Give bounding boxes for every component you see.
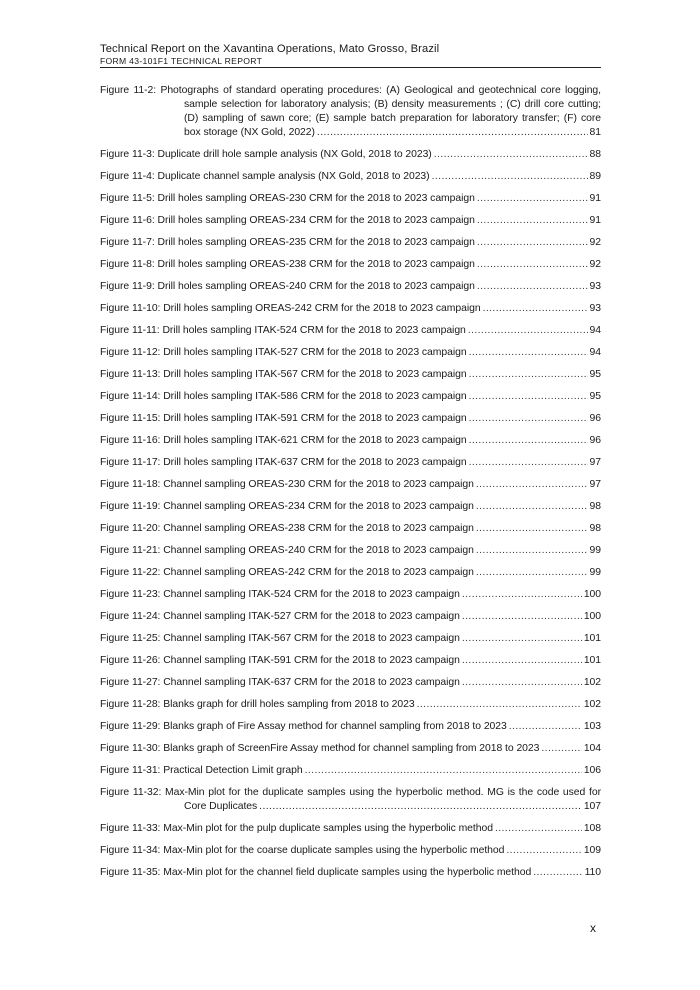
toc-entry[interactable] bbox=[100, 170, 601, 184]
toc-entry-title: Figure 11-35: Max-Min plot for the channel field duplicate samples using the hyperbolic method bbox=[100, 867, 532, 878]
toc-entry-title: Figure 11-29: Blanks graph of Fire Assay method for channel sampling from 2018 to 2023 bbox=[100, 721, 507, 732]
dot-leader bbox=[476, 566, 588, 580]
toc-entry-title: Figure 11-20: Channel sampling OREAS-238 CRM for the 2018 to 2023 campaign bbox=[100, 523, 474, 534]
toc-entry-title: Figure 11-11: Drill holes sampling ITAK-524 CRM for the 2018 to 2023 campaign bbox=[100, 325, 466, 336]
toc-entry-page: 91 bbox=[589, 193, 601, 204]
toc-entry[interactable] bbox=[100, 822, 601, 836]
toc-entry[interactable] bbox=[100, 302, 601, 316]
dot-leader bbox=[533, 866, 582, 880]
toc-entry-title: Figure 11-14: Drill holes sampling ITAK-586 CRM for the 2018 to 2023 campaign bbox=[100, 391, 467, 402]
dot-leader bbox=[469, 412, 588, 426]
toc-entry-title: Figure 11-25: Channel sampling ITAK-567 CRM for the 2018 to 2023 campaign bbox=[100, 633, 460, 644]
toc-entry-title: Figure 11-33: Max-Min plot for the pulp duplicate samples using the hyperbolic method bbox=[100, 823, 493, 834]
toc-entry-page: 96 bbox=[589, 435, 601, 446]
toc-entry[interactable] bbox=[100, 720, 601, 734]
toc-entry-page: 97 bbox=[589, 479, 601, 490]
toc-entry[interactable] bbox=[100, 742, 601, 756]
dot-leader bbox=[462, 676, 582, 690]
toc-entry-title: Figure 11-18: Channel sampling OREAS-230 CRM for the 2018 to 2023 campaign bbox=[100, 479, 474, 490]
toc-entry[interactable] bbox=[100, 478, 601, 492]
dot-leader bbox=[469, 368, 588, 382]
toc-entry-title-line: (D) sampling of sawn core; (E) sample batch preparation for laboratory transfer; (F) core bbox=[184, 113, 601, 124]
dot-leader bbox=[468, 324, 588, 338]
toc-entry[interactable] bbox=[100, 866, 601, 880]
dot-leader bbox=[495, 822, 582, 836]
toc-entry-title: Figure 11-3: Duplicate drill hole sample analysis (NX Gold, 2018 to 2023) bbox=[100, 149, 432, 160]
toc-entry-title: Figure 11-19: Channel sampling OREAS-234 CRM for the 2018 to 2023 campaign bbox=[100, 501, 474, 512]
toc-entry-title: Figure 11-5: Drill holes sampling OREAS-230 CRM for the 2018 to 2023 campaign bbox=[100, 193, 475, 204]
toc-entry[interactable] bbox=[100, 544, 601, 558]
toc-entry-page: 93 bbox=[589, 281, 601, 292]
dot-leader bbox=[462, 654, 582, 668]
toc-entry-title: Figure 11-12: Drill holes sampling ITAK-527 CRM for the 2018 to 2023 campaign bbox=[100, 347, 467, 358]
toc-entry-title: Figure 11-34: Max-Min plot for the coarse duplicate samples using the hyperbolic method bbox=[100, 845, 505, 856]
toc-entry-title: Figure 11-13: Drill holes sampling ITAK-567 CRM for the 2018 to 2023 campaign bbox=[100, 369, 467, 380]
toc-entry[interactable] bbox=[100, 456, 601, 470]
toc-entry-page: 92 bbox=[589, 237, 601, 248]
toc-entry-page: 98 bbox=[589, 501, 601, 512]
toc-entry-page: 94 bbox=[589, 325, 601, 336]
toc-entry[interactable] bbox=[100, 844, 601, 858]
toc-entry-page: 93 bbox=[589, 303, 601, 314]
toc-entry[interactable] bbox=[100, 566, 601, 580]
dot-leader bbox=[305, 764, 582, 778]
toc-entry-title-line: box storage (NX Gold, 2022) bbox=[184, 127, 315, 138]
dot-leader bbox=[477, 280, 588, 294]
dot-leader bbox=[317, 126, 588, 140]
toc-entry[interactable] bbox=[100, 346, 601, 360]
dot-leader bbox=[476, 478, 588, 492]
toc-entry[interactable] bbox=[100, 610, 601, 624]
toc-entry-title-line: Figure 11-2: Photographs of standard operating procedures: (A) Geological and geotechnical core logging, bbox=[100, 85, 601, 96]
dot-leader bbox=[477, 192, 588, 206]
dot-leader bbox=[469, 346, 588, 360]
toc-entry-page: 95 bbox=[589, 391, 601, 402]
report-title: Technical Report on the Xavantina Operations, Mato Grosso, Brazil bbox=[100, 43, 440, 55]
dot-leader bbox=[469, 434, 588, 448]
toc-entry-title: Figure 11-6: Drill holes sampling OREAS-234 CRM for the 2018 to 2023 campaign bbox=[100, 215, 475, 226]
toc-entry[interactable] bbox=[100, 148, 601, 162]
report-subtitle: FORM 43-101F1 TECHNICAL REPORT bbox=[100, 56, 263, 66]
toc-entry-page: 99 bbox=[589, 545, 601, 556]
toc-entry-page: 95 bbox=[589, 369, 601, 380]
toc-entry[interactable] bbox=[100, 368, 601, 382]
toc-entry-page: 101 bbox=[583, 633, 601, 644]
toc-entry-title-line: Figure 11-32: Max-Min plot for the duplicate samples using the hyperbolic method. MG is the code used for bbox=[100, 787, 601, 798]
toc-entry-page: 96 bbox=[589, 413, 601, 424]
toc-entry-page: 108 bbox=[583, 823, 601, 834]
dot-leader bbox=[483, 302, 588, 316]
toc-entry[interactable] bbox=[100, 324, 601, 338]
dot-leader bbox=[506, 844, 581, 858]
toc-entry-page: 92 bbox=[589, 259, 601, 270]
toc-entry-title: Figure 11-31: Practical Detection Limit graph bbox=[100, 765, 303, 776]
toc-entry-page: 91 bbox=[589, 215, 601, 226]
toc-entry-page: 106 bbox=[583, 765, 601, 776]
dot-leader bbox=[541, 742, 581, 756]
toc-entry-page: 102 bbox=[583, 677, 601, 688]
dot-leader bbox=[434, 148, 588, 162]
toc-entry[interactable] bbox=[100, 522, 601, 536]
toc-entry-title: Figure 11-9: Drill holes sampling OREAS-240 CRM for the 2018 to 2023 campaign bbox=[100, 281, 475, 292]
toc-entry-title: Figure 11-27: Channel sampling ITAK-637 CRM for the 2018 to 2023 campaign bbox=[100, 677, 460, 688]
toc-entry-page: 99 bbox=[589, 567, 601, 578]
dot-leader bbox=[469, 456, 588, 470]
list-of-figures bbox=[100, 84, 601, 888]
toc-entry-title: Figure 11-23: Channel sampling ITAK-524 CRM for the 2018 to 2023 campaign bbox=[100, 589, 460, 600]
toc-entry-title: Figure 11-8: Drill holes sampling OREAS-238 CRM for the 2018 to 2023 campaign bbox=[100, 259, 475, 270]
dot-leader bbox=[462, 632, 582, 646]
page-number: x bbox=[590, 921, 596, 935]
toc-entry[interactable] bbox=[100, 258, 601, 272]
toc-entry-page: 98 bbox=[589, 523, 601, 534]
toc-entry-page: 104 bbox=[583, 743, 601, 754]
toc-entry-page: 89 bbox=[589, 171, 601, 182]
toc-entry-page: 102 bbox=[583, 699, 601, 710]
toc-entry[interactable] bbox=[100, 698, 601, 712]
toc-entry-page: 88 bbox=[589, 149, 601, 160]
dot-leader bbox=[462, 588, 582, 602]
toc-entry-title-line: sample selection for laboratory analysis; (B) density measurements ; (C) drill core cutting; bbox=[184, 99, 601, 110]
toc-entry-title: Figure 11-26: Channel sampling ITAK-591 CRM for the 2018 to 2023 campaign bbox=[100, 655, 460, 666]
toc-entry-title-line: Core Duplicates bbox=[184, 801, 258, 812]
toc-entry[interactable] bbox=[100, 654, 601, 668]
toc-entry-title: Figure 11-21: Channel sampling OREAS-240 CRM for the 2018 to 2023 campaign bbox=[100, 545, 474, 556]
toc-entry-title: Figure 11-15: Drill holes sampling ITAK-591 CRM for the 2018 to 2023 campaign bbox=[100, 413, 467, 424]
toc-entry-figure-11-32[interactable] bbox=[100, 786, 601, 814]
toc-entry[interactable] bbox=[100, 434, 601, 448]
toc-entry[interactable] bbox=[100, 412, 601, 426]
toc-entry-page: 81 bbox=[589, 127, 601, 138]
toc-entry-title: Figure 11-17: Drill holes sampling ITAK-637 CRM for the 2018 to 2023 campaign bbox=[100, 457, 467, 468]
toc-entry-page: 110 bbox=[584, 867, 601, 878]
toc-entry[interactable] bbox=[100, 676, 601, 690]
toc-entry[interactable] bbox=[100, 500, 601, 514]
header-divider bbox=[100, 67, 601, 68]
toc-entry[interactable] bbox=[100, 632, 601, 646]
toc-entry[interactable] bbox=[100, 280, 601, 294]
dot-leader bbox=[259, 800, 582, 814]
dot-leader bbox=[477, 258, 588, 272]
toc-entry[interactable] bbox=[100, 236, 601, 250]
dot-leader bbox=[469, 390, 588, 404]
toc-entry-page: 109 bbox=[583, 845, 601, 856]
toc-entry-title: Figure 11-7: Drill holes sampling OREAS-235 CRM for the 2018 to 2023 campaign bbox=[100, 237, 475, 248]
toc-entry-page: 103 bbox=[583, 721, 601, 732]
dot-leader bbox=[417, 698, 582, 712]
toc-entry[interactable] bbox=[100, 588, 601, 602]
toc-entry[interactable] bbox=[100, 390, 601, 404]
dot-leader bbox=[476, 500, 588, 514]
dot-leader bbox=[477, 214, 588, 228]
toc-entry-page: 107 bbox=[583, 801, 601, 812]
toc-entry-page: 97 bbox=[589, 457, 601, 468]
toc-entry-page: 100 bbox=[583, 589, 601, 600]
toc-entry-title: Figure 11-10: Drill holes sampling OREAS-242 CRM for the 2018 to 2023 campaign bbox=[100, 303, 481, 314]
toc-entry-figure-11-2[interactable] bbox=[100, 84, 601, 140]
dot-leader bbox=[476, 544, 588, 558]
dot-leader bbox=[432, 170, 588, 184]
toc-entry[interactable] bbox=[100, 764, 601, 778]
toc-entry-page: 101 bbox=[583, 655, 601, 666]
toc-entry-title: Figure 11-4: Duplicate channel sample analysis (NX Gold, 2018 to 2023) bbox=[100, 171, 430, 182]
toc-entry-page: 100 bbox=[583, 611, 601, 622]
toc-entry-title: Figure 11-22: Channel sampling OREAS-242 CRM for the 2018 to 2023 campaign bbox=[100, 567, 474, 578]
toc-entry-title: Figure 11-28: Blanks graph for drill holes sampling from 2018 to 2023 bbox=[100, 699, 415, 710]
dot-leader bbox=[476, 522, 588, 536]
toc-entry-title: Figure 11-30: Blanks graph of ScreenFire Assay method for channel sampling from 2018 to 2023 bbox=[100, 743, 540, 754]
toc-entry[interactable] bbox=[100, 214, 601, 228]
toc-entry-title: Figure 11-24: Channel sampling ITAK-527 CRM for the 2018 to 2023 campaign bbox=[100, 611, 460, 622]
dot-leader bbox=[477, 236, 588, 250]
page-header bbox=[100, 43, 601, 66]
dot-leader bbox=[462, 610, 582, 624]
toc-entry[interactable] bbox=[100, 192, 601, 206]
toc-entry-title: Figure 11-16: Drill holes sampling ITAK-621 CRM for the 2018 to 2023 campaign bbox=[100, 435, 467, 446]
dot-leader bbox=[509, 720, 582, 734]
toc-entry-page: 94 bbox=[589, 347, 601, 358]
